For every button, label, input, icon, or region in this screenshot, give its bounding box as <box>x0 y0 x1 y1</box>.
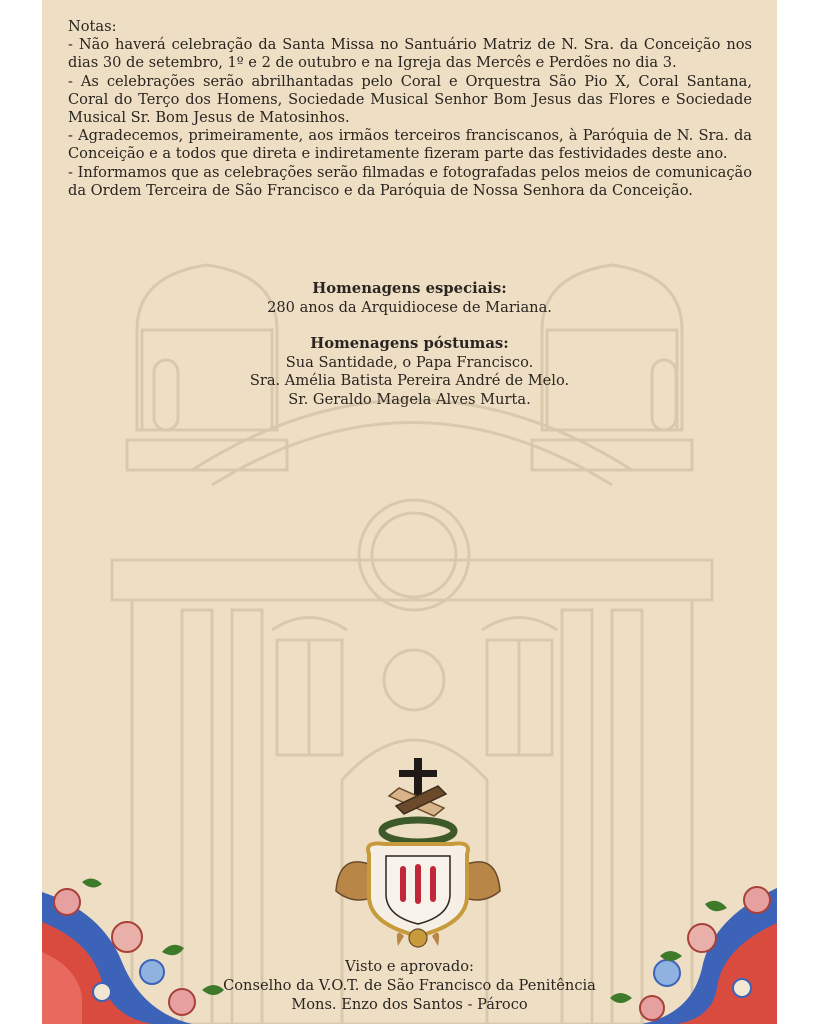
approval-line: Visto e aprovado: <box>345 958 474 975</box>
approval-line: Conselho da V.O.T. de São Francisco da Penitência <box>223 977 596 994</box>
approval-line: Mons. Enzo dos Santos - Pároco <box>291 996 528 1013</box>
notes-section <box>68 18 752 200</box>
note-item: - As celebrações serão abrilhantadas pelo Coral e Orquestra São Pio X, Coral Santana, Coral do Terço dos Homens, Sociedade Musical Senhor Bom Jesus das Flores e Sociedade Musical Sr. Bom Jesus de Matosinhos. <box>68 72 752 127</box>
special-homage-section <box>42 280 777 317</box>
franciscan-coat-of-arms-icon <box>334 756 504 951</box>
note-item: - Não haverá celebração da Santa Missa no Santuário Matriz de N. Sra. da Conceição nos dias 30 de setembro, 1º e 2 de outubro e na Igreja das Mercês e Perdões no dia 3. <box>68 36 752 72</box>
approval-section <box>42 957 777 1014</box>
posthumous-homage-line: Sra. Amélia Batista Pereira André de Melo. <box>249 372 570 389</box>
posthumous-homage-line: Sr. Geraldo Magela Alves Murta. <box>288 390 531 408</box>
posthumous-homage-section <box>42 335 777 409</box>
note-item: - Agradecemos, primeiramente, aos irmãos terceiros franciscanos, à Paróquia de N. Sra. da Conceição e a todos que direta e indiretamente fizeram parte das festividades deste ano. <box>68 127 752 163</box>
special-homage-line: 280 anos da Arquidiocese de Mariana. <box>267 298 552 316</box>
document-page <box>42 0 777 1024</box>
posthumous-homage-line: Sua Santidade, o Papa Francisco. <box>285 353 534 371</box>
posthumous-homage-title: Homenagens póstumas: <box>310 335 509 352</box>
note-item: - Informamos que as celebrações serão filmadas e fotografadas pelos meios de comunicação da Ordem Terceira de São Francisco e da Paróquia de Nossa Senhora da Conceição. <box>68 163 752 199</box>
special-homage-title: Homenagens especiais: <box>312 280 507 297</box>
notes-heading: Notas: <box>68 18 117 35</box>
